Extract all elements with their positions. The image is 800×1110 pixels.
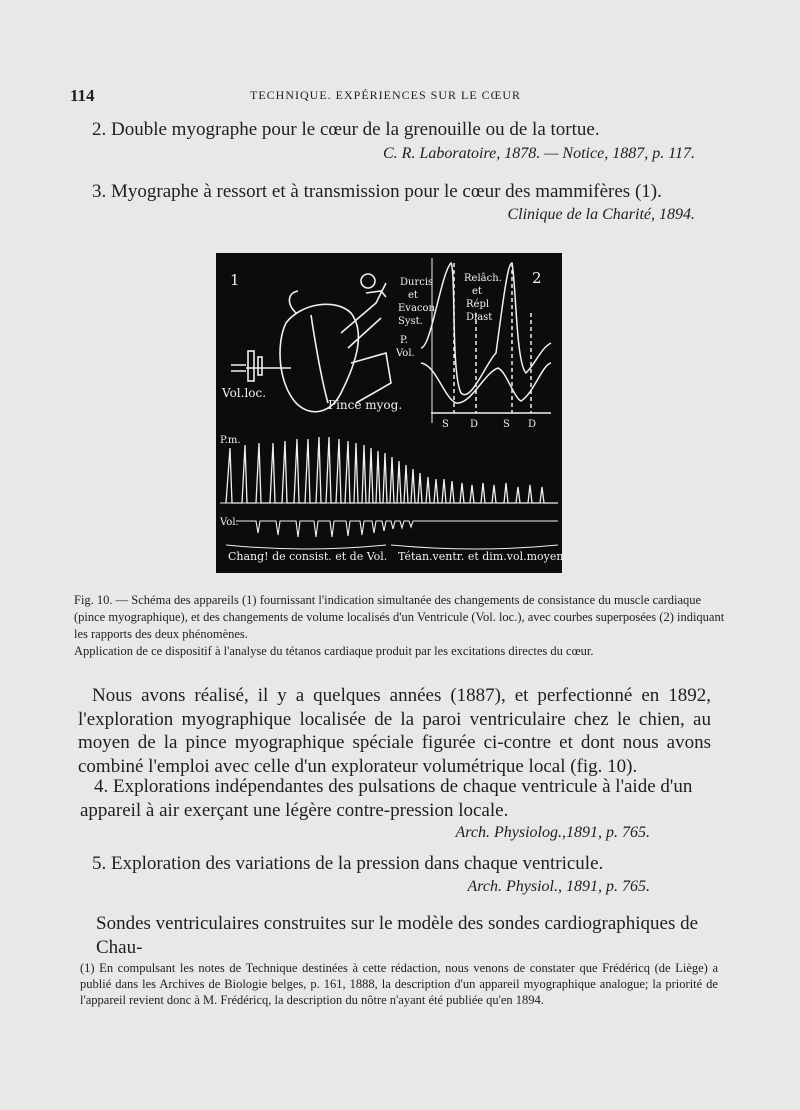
label-chang: Chang! de consist. et de Vol. (228, 550, 388, 563)
label-evac: Evacon (398, 303, 435, 314)
last-line: Sondes ventriculaires construites sur le modèle des sondes cardiographiques de Chau- (96, 913, 699, 958)
label-et-1: et (408, 290, 418, 301)
label-durcis: Durcis (400, 277, 434, 288)
label-p: P. (400, 335, 408, 346)
figure-drawing (216, 253, 562, 573)
panel-2-number: 2 (532, 269, 542, 287)
label-repl: Répl (466, 299, 490, 310)
label-vol-loc: Vol.loc. (222, 386, 267, 400)
bracket-right (391, 545, 558, 549)
bracket-left (226, 545, 386, 549)
footnote: (1) En compulsant les notes de Technique destinées à cette rédaction, nous venons de constater que Frédéricq (de Liège) a publié dans les Archives de Biologie belges, p. 161, 1888, la description d'un appareil myographique analogue; la priorité de l'appareil revient donc à M. Frédéricq, la description du nôtre n'ayant été publiée qu'en 1894. (80, 961, 718, 1007)
tracing-pm (226, 437, 558, 503)
tracing-vol (236, 521, 558, 537)
label-d-1: D (470, 419, 479, 430)
label-syst: Syst. (398, 316, 423, 327)
label-d-2: D (528, 419, 537, 430)
label-pm: P.m. (220, 435, 241, 446)
panel-1-number: 1 (230, 271, 240, 289)
page-number: 114 (70, 86, 95, 105)
label-s-1: S (442, 419, 449, 430)
body-paragraph: Nous avons réalisé, il y a quelques années (1887), et perfectionné en 1892, l'exploration myographique localisée de la paroi ventriculaire chez le chien, au moyen de la pince myographique spéciale figurée ci-contre et dont nous avons combiné l'emploi avec celle d'un explorateur volumétrique local (fig. 10). (78, 685, 711, 777)
label-vol-bottom: Vol. (220, 517, 239, 528)
label-relach: Relâch. (464, 273, 502, 284)
figure-10 (216, 253, 562, 573)
item-3-text: 3. Myographe à ressort et à transmission pour le cœur des mammifères (1). (92, 181, 662, 202)
item-4-ref: Arch. Physiolog.,1891, p. 765. (455, 824, 650, 841)
label-s-2: S (503, 419, 510, 430)
figure-caption (74, 592, 726, 660)
label-diast: Diast (466, 312, 493, 323)
item-2-text: 2. Double myographe pour le cœur de la grenouille ou de la tortue. (92, 119, 600, 140)
label-vol: Vol. (396, 348, 415, 359)
label-pince: Pince myog. (328, 398, 403, 412)
item-5-text: 5. Exploration des variations de la pression dans chaque ventricule. (92, 853, 604, 874)
item-3-ref: Clinique de la Charité, 1894. (507, 206, 695, 223)
item-5-ref: Arch. Physiol., 1891, p. 765. (467, 878, 650, 895)
label-tetan: Tétan.ventr. et dim.vol.moyen (398, 550, 562, 563)
label-et-2: et (472, 286, 482, 297)
caption-line-2: Application de ce dispositif à l'analyse du tétanos cardiaque produit par les excitations directes du cœur. (74, 644, 594, 658)
item-2-ref: C. R. Laboratoire, 1878. — Notice, 1887, p. 117. (383, 145, 695, 162)
running-title: TECHNIQUE. EXPÉRIENCES SUR LE CŒUR (250, 88, 522, 102)
caption-line-1: Fig. 10. — Schéma des appareils (1) fournissant l'indication simultanée des changements de consistance du muscle cardiaque (pince myographique), et des changements de volume localisés d'un Ventricule (Vol. loc.), avec courbes superposées (2) indiquant les rapports des deux phénomènes. (74, 593, 725, 641)
item-4-text: 4. Explorations indépendantes des pulsations de chaque ventricule à l'aide d'un appareil à air exerçant une légère contre-pression locale. (80, 776, 693, 821)
